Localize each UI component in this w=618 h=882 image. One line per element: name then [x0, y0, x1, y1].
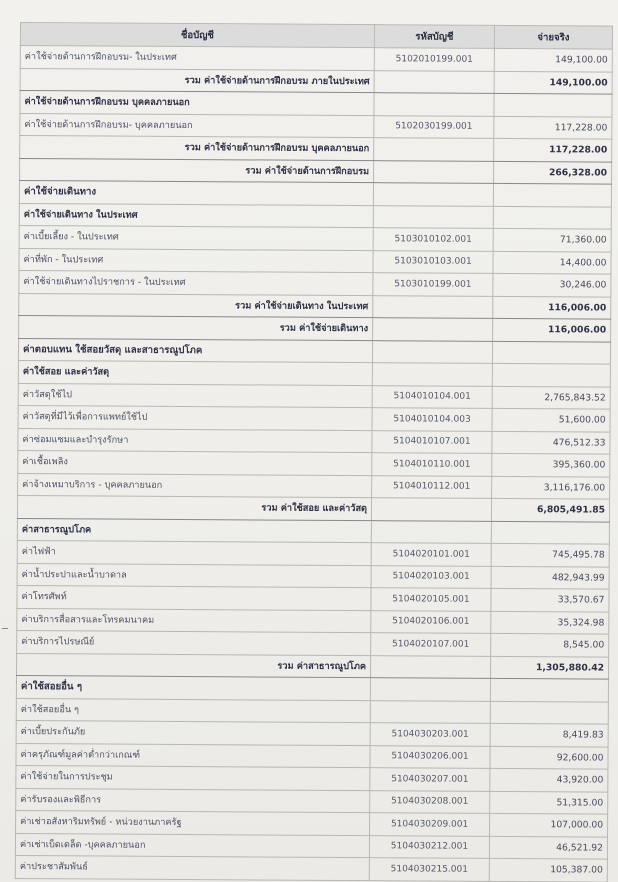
amount-cell: 8,545.00 [491, 633, 609, 656]
account-code-cell: 5104030203.001 [370, 723, 490, 746]
account-name-cell: รวม ค่าสาธารณูปโภค [17, 653, 371, 678]
account-code-cell [371, 498, 491, 521]
account-name-cell: รวม ค่าใช้จ่ายเดินทาง [19, 315, 373, 340]
amount-cell: 745,495.78 [491, 543, 609, 566]
amount-cell: 482,943.99 [491, 566, 609, 589]
account-code-cell: 5104030215.001 [369, 858, 489, 881]
account-code-cell: 5104010110.001 [372, 453, 492, 476]
amount-cell: 149,100.00 [494, 48, 612, 71]
amount-cell [493, 206, 611, 229]
account-code-cell [370, 678, 490, 701]
account-code-cell [371, 520, 491, 543]
account-code-cell [374, 70, 494, 93]
account-code-cell [373, 183, 493, 206]
amount-cell [493, 183, 611, 206]
amount-cell [490, 701, 608, 724]
account-code-cell: 5103010199.001 [373, 273, 493, 296]
account-name-cell: ค่าใช้จ่ายเดินทาง ในประเทศ [19, 203, 373, 228]
account-name-cell: ค่าวัสดุที่มีไว้เพื่อการแพทย์ใช้ไป [18, 405, 372, 430]
header-account-code: รหัสบัญชี [374, 25, 494, 49]
amount-cell [492, 363, 610, 386]
account-code-cell: 5104020105.001 [371, 588, 491, 611]
account-name-cell: รวม ค่าใช้จ่ายด้านการฝึกอบรม บุคคลภายนอก [20, 136, 374, 161]
account-name-cell: ค่าตอบแทน ใช้สอยวัสดุ และสาธารณูปโภค [18, 338, 372, 363]
amount-cell: 117,228.00 [494, 138, 612, 161]
amount-cell: 1,305,880.42 [490, 656, 608, 679]
amount-cell: 116,006.00 [493, 318, 611, 341]
account-code-cell: 5104030208.001 [370, 790, 490, 813]
amount-cell: 395,360.00 [492, 453, 610, 476]
account-name-cell: ค่าใช้สอยอื่น ๆ [16, 675, 370, 700]
account-name-cell: ค่าที่พัก - ในประเทศ [19, 248, 373, 273]
amount-cell: 107,000.00 [490, 813, 608, 836]
amount-cell: 30,246.00 [493, 273, 611, 296]
account-name-cell: ค่าบริการไปรษณีย์ [17, 630, 371, 655]
amount-cell: 92,600.00 [490, 746, 608, 769]
account-name-cell: ค่าเช่าอสังหาริมทรัพย์ - หน่วยงานภาครัฐ [16, 810, 370, 835]
account-code-cell [374, 138, 494, 161]
amount-cell: 43,920.00 [490, 768, 608, 791]
account-code-cell [370, 700, 490, 723]
amount-cell: 116,006.00 [493, 296, 611, 319]
amount-cell: 35,324.98 [491, 611, 609, 634]
amount-cell: 266,328.00 [494, 161, 612, 184]
account-name-cell: ค่าบริการสื่อสารและโทรคมนาคม [17, 608, 371, 633]
account-code-cell: 5104020107.001 [371, 633, 491, 656]
amount-cell [492, 341, 610, 364]
amount-cell: 6,805,491.85 [491, 498, 609, 521]
amount-cell: 14,400.00 [493, 251, 611, 274]
account-name-cell: ค่าใช้จ่ายด้านการฝึกอบรม- บุคคลภายนอก [20, 113, 374, 138]
account-code-cell [372, 340, 492, 363]
account-name-cell: ค่าใช้จ่ายเดินทางไปราชการ - ในประเทศ [19, 270, 373, 295]
amount-cell: 149,100.00 [494, 71, 612, 94]
account-code-cell: 5104030206.001 [370, 745, 490, 768]
account-name-cell: รวม ค่าใช้จ่ายเดินทาง ในประเทศ [19, 293, 373, 318]
account-name-cell: ค่าเช่าเบ็ดเตล็ด -บุคคลภายนอก [15, 833, 369, 858]
scan-mark [2, 628, 8, 629]
amount-cell [491, 521, 609, 544]
account-code-cell [374, 160, 494, 183]
amount-cell: 33,570.67 [491, 588, 609, 611]
account-name-cell: ค่ารับรองและพิธีการ [16, 788, 370, 813]
account-name-cell: รวม ค่าใช้จ่ายด้านการฝึกอบรม [20, 158, 374, 183]
account-name-cell: ค่าใช้จ่ายในการประชุม [16, 765, 370, 790]
amount-cell: 8,419.83 [490, 723, 608, 746]
account-code-cell: 5104020101.001 [371, 543, 491, 566]
account-code-cell: 5104020106.001 [371, 610, 491, 633]
account-name-cell: ค่าไฟฟ้า [17, 540, 371, 565]
account-code-cell [373, 295, 493, 318]
account-name-cell: ค่าใช้จ่ายเดินทาง [19, 181, 373, 206]
account-name-cell: ค่าใช้สอย และค่าวัสดุ [18, 360, 372, 385]
account-name-cell: ค่าใช้สอยอื่น ๆ [16, 698, 370, 723]
account-code-cell: 5104030209.001 [370, 813, 490, 836]
amount-cell [494, 93, 612, 116]
account-name-cell: รวม ค่าใช้สอย และค่าวัสดุ [17, 495, 371, 520]
account-code-cell: 5104010104.001 [372, 385, 492, 408]
expense-table [15, 22, 613, 882]
amount-cell: 46,521.92 [489, 836, 607, 859]
account-name-cell: ค่าเบี้ยประกันภัย [16, 720, 370, 745]
account-name-cell: ค่าวัสดุใช้ไป [18, 383, 372, 408]
amount-cell: 117,228.00 [494, 116, 612, 139]
account-name-cell: ค่าใช้จ่ายด้านการฝึกอบรม- ในประเทศ [20, 46, 374, 71]
account-code-cell [372, 363, 492, 386]
account-code-cell: 5102010199.001 [374, 48, 494, 71]
account-code-cell [374, 93, 494, 116]
account-name-cell: ค่าน้ำประปาและน้ำบาดาล [17, 563, 371, 588]
account-code-cell: 5104030212.001 [369, 835, 489, 858]
account-code-cell: 5102030199.001 [374, 115, 494, 138]
account-name-cell: ค่าใช้จ่ายด้านการฝึกอบรม บุคคลภายนอก [20, 91, 374, 116]
account-name-cell: รวม ค่าใช้จ่ายด้านการฝึกอบรม ภายในประเทศ [20, 68, 374, 93]
header-account-name: ชื่อบัญชี [20, 23, 374, 48]
amount-cell: 71,360.00 [493, 228, 611, 251]
account-name-cell: ค่าเบี้ยเลี้ยง - ในประเทศ [19, 225, 373, 250]
account-code-cell: 5103010102.001 [373, 228, 493, 251]
account-code-cell [371, 655, 491, 678]
account-name-cell: ค่าสาธารณูปโภค [17, 518, 371, 543]
amount-cell: 51,600.00 [492, 408, 610, 431]
account-code-cell: 5103010103.001 [373, 250, 493, 273]
amount-cell: 105,387.00 [489, 858, 607, 881]
account-code-cell: 5104010107.001 [372, 430, 492, 453]
account-code-cell: 5104010104.003 [372, 408, 492, 431]
amount-cell: 476,512.33 [492, 431, 610, 454]
account-code-cell [373, 205, 493, 228]
account-name-cell: ค่าจ้างเหมาบริการ - บุคคลภายนอก [18, 473, 372, 498]
account-name-cell: ค่าครุภัณฑ์มูลค่าต่ำกว่าเกณฑ์ [16, 743, 370, 768]
account-code-cell: 5104010112.001 [372, 475, 492, 498]
account-name-cell: ค่าโทรศัพท์ [17, 585, 371, 610]
account-name-cell: ค่าเชื้อเพลิง [18, 450, 372, 475]
amount-cell: 2,765,843.52 [492, 386, 610, 409]
account-code-cell [373, 318, 493, 341]
amount-cell: 51,315.00 [490, 791, 608, 814]
account-name-cell: ค่าซ่อมแซมและบำรุงรักษา [18, 428, 372, 453]
amount-cell: 3,116,176.00 [492, 476, 610, 499]
amount-cell [490, 678, 608, 701]
account-code-cell: 5104020103.001 [371, 565, 491, 588]
header-amount-paid: จ่ายจริง [494, 25, 612, 49]
account-code-cell: 5104030207.001 [370, 768, 490, 791]
table-body [15, 46, 612, 882]
account-name-cell: ค่าประชาสัมพันธ์ [15, 855, 369, 880]
